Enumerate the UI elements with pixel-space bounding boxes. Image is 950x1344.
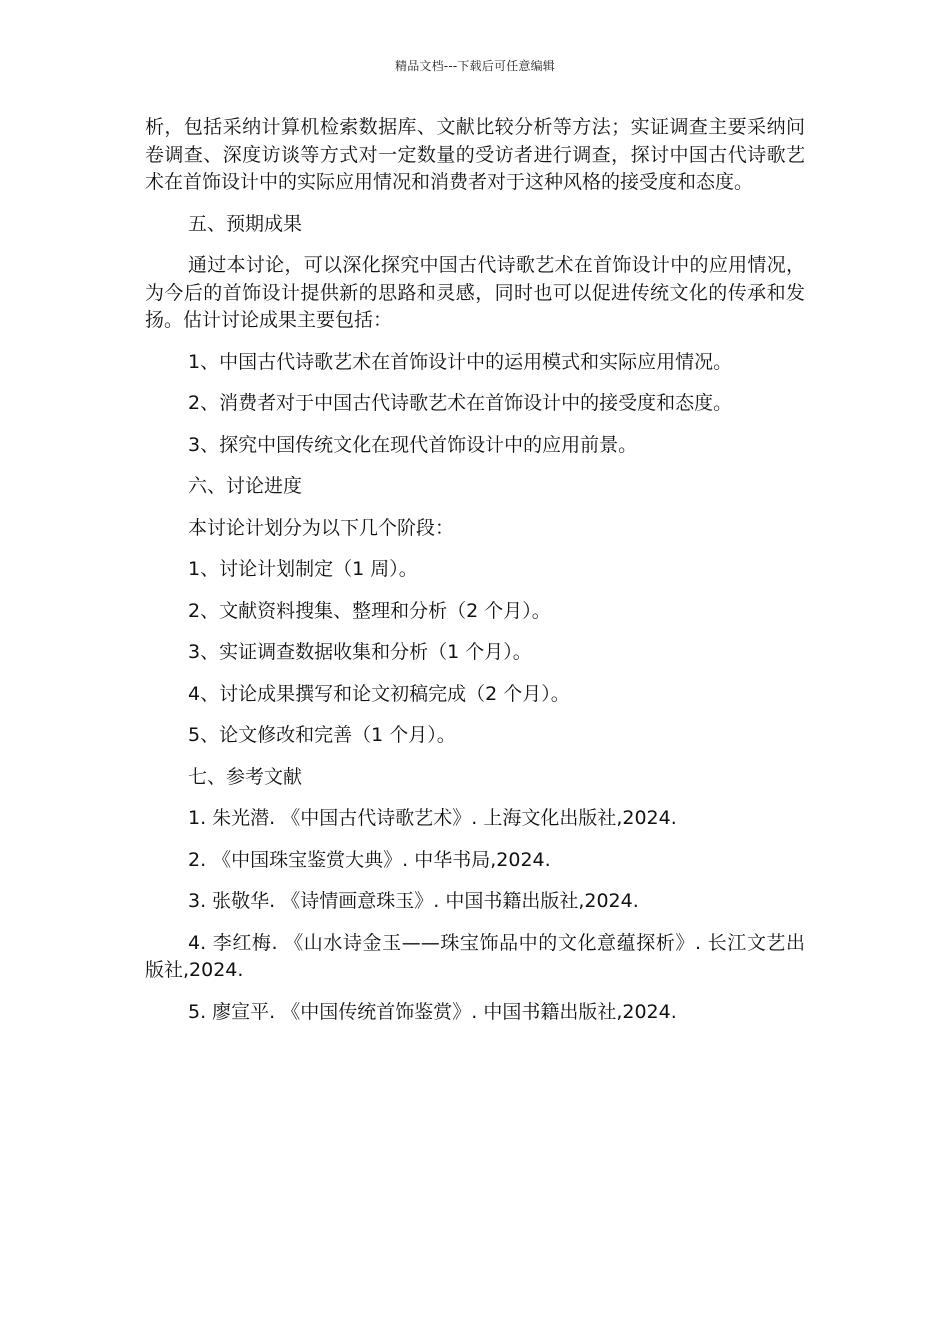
method-paragraph-continued: 析，包括采纳计算机检索数据库、文献比较分析等方法；实证调查主要采纳问卷调查、深度访谈等方式对一定数量的受访者进行调查，探讨中国古代诗歌艺术在首饰设计中的实际应用情况和消费者对于这种风格的接受度和态度。: [145, 116, 805, 193]
stage-item: 4、讨论成果撰写和论文初稿完成（2 个月）。: [188, 682, 570, 705]
stage-item: 5、论文修改和完善（1 个月）。: [188, 724, 456, 746]
outcome-item: 2、消费者对于中国古代诗歌艺术在首饰设计中的接受度和态度。: [188, 392, 733, 414]
reference-item: 1. 朱光潜. 《中国古代诗歌艺术》. 上海文化出版社,2024.: [188, 807, 677, 829]
reference-item: 5. 廖宣平. 《中国传统首饰鉴赏》. 中国书籍出版社,2024.: [188, 1000, 677, 1023]
page-header: 精品文档---下载后可任意编辑: [395, 59, 555, 73]
expected-results-paragraph: 通过本讨论，可以深化探究中国古代诗歌艺术在首饰设计中的应用情况，为今后的首饰设计提供新的思路和灵感，同时也可以促进传统文化的传承和发扬。估计讨论成果主要包括：: [145, 254, 805, 331]
outcome-item: 1、中国古代诗歌艺术在首饰设计中的运用模式和实际应用情况。: [188, 350, 733, 373]
stage-item: 2、文献资料搜集、整理和分析（2 个月）。: [188, 599, 551, 622]
progress-intro: 本讨论计划分为以下几个阶段：: [188, 516, 455, 539]
reference-item: 3. 张敬华. 《诗情画意珠玉》. 中国书籍出版社,2024.: [188, 890, 639, 912]
section-heading-progress: 六、讨论进度: [188, 475, 303, 497]
stage-item: 3、实证调查数据收集和分析（1 个月）。: [188, 641, 532, 663]
reference-item: 4. 李红梅. 《山水诗金玉——珠宝饰品中的文化意蕴探析》. 长江文艺出版社,2024.: [145, 931, 805, 981]
stage-item: 1、讨论计划制定（1 周）。: [188, 558, 418, 580]
outcome-item: 3、探究中国传统文化在现代首饰设计中的应用前景。: [188, 433, 638, 456]
reference-item: 2. 《中国珠宝鉴赏大典》. 中华书局,2024.: [188, 848, 551, 871]
section-heading-references: 七、参考文献: [188, 765, 303, 788]
document-body: [145, 114, 805, 1040]
section-heading-expected-results: 五、预期成果: [188, 212, 303, 235]
